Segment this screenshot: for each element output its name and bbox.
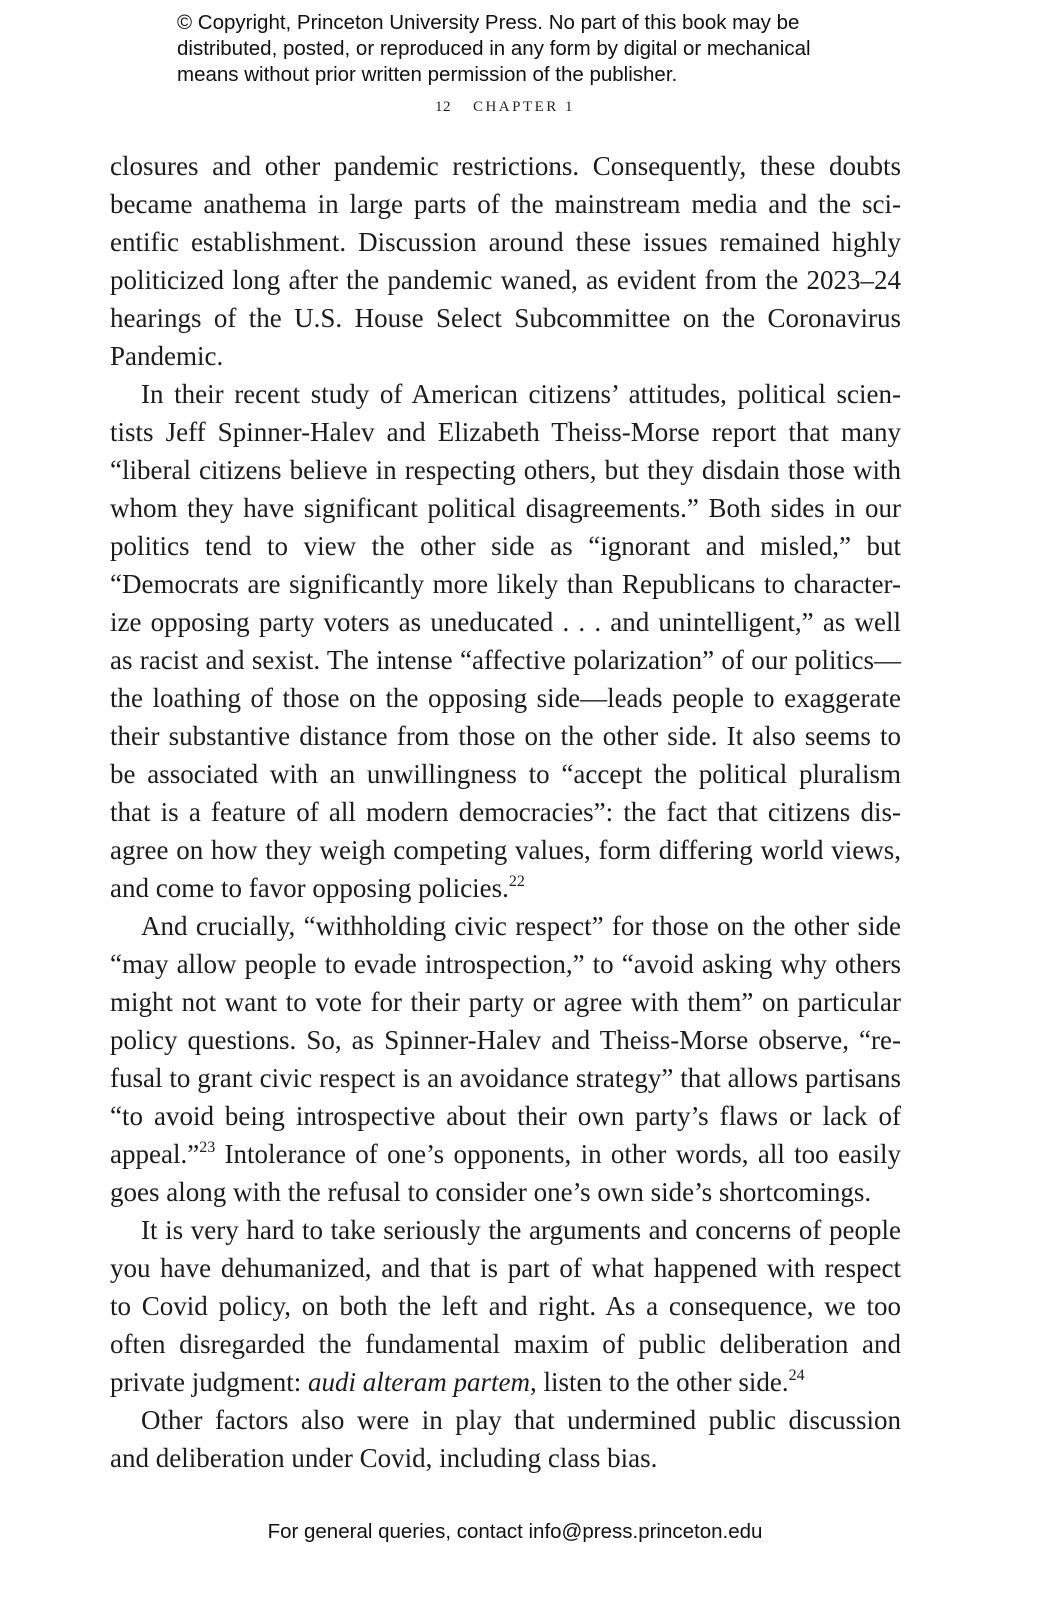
text-line: often disregarded the fundamental maxim of public deliberation and bbox=[110, 1329, 901, 1359]
text-line: and deliberation under Covid, including class bias. bbox=[110, 1443, 658, 1473]
text-line: “liberal citizens believe in respecting others, but they disdain those with bbox=[110, 455, 901, 485]
text-line: “Democrats are significantly more likely than Republicans to character- bbox=[110, 569, 901, 599]
text-line: It is very hard to take seriously the arguments and concerns of people bbox=[141, 1215, 901, 1245]
latin-phrase: audi alteram partem bbox=[307, 1367, 530, 1397]
text-line: Pandemic. bbox=[110, 341, 224, 371]
text-line: and come to favor opposing policies.$^{22}$ bbox=[110, 873, 525, 903]
text-line: fusal to grant civic respect is an avoidance strategy” that allows partisans bbox=[110, 1063, 901, 1093]
text-line: “may allow people to evade introspection,” to “avoid asking why others bbox=[110, 949, 901, 979]
text-line: And crucially, “withholding civic respect” for those on the other side bbox=[141, 911, 901, 941]
page-number: 12 bbox=[434, 99, 451, 115]
contact-footer: For general queries, contact info@press.princeton.edu bbox=[267, 1520, 763, 1543]
text-line: agree on how they weigh competing values, form differing world views, bbox=[110, 835, 901, 865]
text-line: closures and other pandemic restrictions. Consequently, these doubts bbox=[110, 151, 901, 181]
running-head bbox=[0, 99, 1010, 116]
text-line: to Covid policy, on both the left and right. As a consequence, we too bbox=[110, 1291, 901, 1321]
copyright-notice bbox=[177, 10, 877, 88]
text-line: that is a feature of all modern democracies”: the fact that citizens dis- bbox=[110, 797, 901, 827]
text-line: be associated with an unwillingness to “accept the political pluralism bbox=[110, 759, 901, 789]
text-line: goes along with the refusal to consider one’s own side’s shortcomings. bbox=[110, 1177, 872, 1207]
text-line: “to avoid being introspective about their own party’s flaws or lack of bbox=[110, 1101, 901, 1131]
copyright-line: © Copyright, Princeton University Press. No part of this book may be bbox=[177, 11, 800, 34]
text-line: politics tend to view the other side as “ignorant and misled,” but bbox=[110, 531, 901, 561]
text-line: their substantive distance from those on the other side. It also seems to bbox=[110, 721, 901, 751]
footnote-ref-23[interactable]: 23 bbox=[199, 1139, 216, 1156]
text-line: hearings of the U.S. House Select Subcommittee on the Coronavirus bbox=[110, 303, 901, 333]
text-line: might not want to vote for their party or agree with them” on particular bbox=[110, 987, 901, 1017]
footnote-ref-24[interactable]: 24 bbox=[788, 1367, 805, 1384]
text-line: politicized long after the pandemic waned, as evident from the 2023–24 bbox=[110, 265, 901, 295]
text-line: Other factors also were in play that undermined public discussion bbox=[141, 1405, 901, 1435]
chapter-label: CHAPTER 1 bbox=[472, 99, 576, 115]
body-text bbox=[110, 147, 901, 1477]
copyright-line: distributed, posted, or reproduced in any form by digital or mechanical bbox=[177, 37, 811, 60]
text-line: you have dehumanized, and that is part of what happened with respect bbox=[110, 1253, 901, 1283]
text-line: whom they have significant political disagreements.” Both sides in our bbox=[110, 493, 901, 523]
text-line: entific establishment. Discussion around these issues remained highly bbox=[110, 227, 901, 257]
text-line: appeal.”$^{23}$ Intolerance of one’s opponents, in other words, all too easily bbox=[110, 1139, 901, 1169]
text-line: became anathema in large parts of the mainstream media and the sci- bbox=[110, 189, 901, 219]
text-line: the loathing of those on the opposing side—leads people to exaggerate bbox=[110, 683, 901, 713]
text-line: In their recent study of American citizens’ attitudes, political scien- bbox=[141, 379, 901, 409]
text-line: ize opposing party voters as uneducated . . . and unintelligent,” as well bbox=[110, 607, 901, 637]
text-line: private judgment: audi alteram partem, listen to the other side.$^{24}$ bbox=[110, 1367, 805, 1397]
copyright-line: means without prior written permission of the publisher. bbox=[177, 63, 678, 86]
footnote-ref-22[interactable]: 22 bbox=[508, 873, 525, 890]
text-line: as racist and sexist. The intense “affective polarization” of our politics— bbox=[110, 645, 901, 675]
text-line: tists Jeff Spinner-Halev and Elizabeth Theiss-Morse report that many bbox=[110, 417, 901, 447]
text-line: policy questions. So, as Spinner-Halev and Theiss-Morse observe, “re- bbox=[110, 1025, 901, 1055]
